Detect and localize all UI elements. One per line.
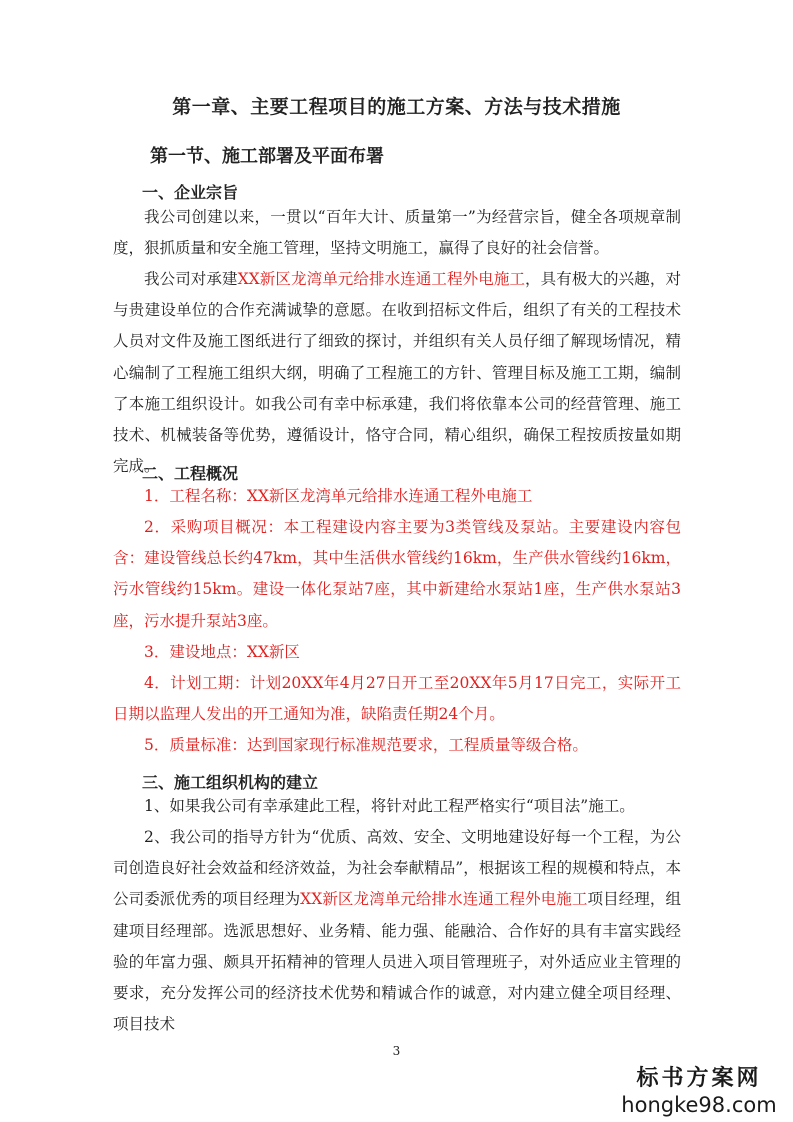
watermark-site-name: 标书方案网 (636, 1066, 762, 1091)
overview-item-quality: 5．质量标准：达到国家现行标准规范要求，工程质量等级合格。 (144, 736, 588, 754)
text-segment: 我公司对承建 (144, 270, 238, 288)
project-name-highlight: XX新区龙湾单元给排水连通工程外电施工 (300, 890, 588, 909)
text-segment: 2、我公司的指导方针为“优质、高效、安全、文明地建设好每一个工程，为公司创造良好社会效益和经济效益，为社会奉献精品”，根据该工程的规模和特点，本公司委派优秀的项目经理为 (113, 828, 681, 909)
overview-item-schedule: 4．计划工期：计划20XX年4月27日开工至20XX年5月17日完工，实际开工日期以监理人发出的开工通知为准，缺陷责任期24个月。 (113, 674, 681, 724)
heading-organization: 三、施工组织机构的建立 (142, 773, 319, 792)
text-segment: 项目经理，组建项目经理部。选派思想好、业务精、能力强、能融洽、合作好的具有丰富实践经验的年富力强、颇具开拓精神的管理人员进入项目管理班子，对外适应业主管理的要求，充分发挥公司的经济技术优势和精诚合作的诚意，对内建立健全项目经理、项目技术 (113, 890, 681, 1034)
text-segment: ，具有极大的兴趣，对与贵建设单位的合作充满诚挚的意愿。在收到招标文件后，组织了有关的工程技术人员对文件及施工图纸进行了细致的探讨，并组织有关人员仔细了解现场情况，精心编制了工程施工组织大纲，明确了工程施工的方针、管理目标及施工工期，编制了本施工组织设计。如我公司有幸中标承建，我们将依靠本公司的经营管理、施工技术、机械装备等优势，遵循设计，恪守合同，精心组织，确保工程按质按量如期完成。 (113, 270, 681, 476)
watermark-url: hongke98.com (621, 1093, 777, 1117)
section-title: 第一节、施工部署及平面布署 (150, 146, 384, 167)
heading-enterprise-tenet: 一、企业宗旨 (142, 183, 239, 202)
watermark-logo (619, 1065, 779, 1117)
paragraph-project-method: 1、如果我公司有幸承建此工程，将针对此工程严格实行“项目法”施工。 (144, 797, 635, 815)
heading-project-overview: 二、工程概况 (142, 464, 239, 483)
paragraph-commitment (113, 264, 681, 482)
overview-item-scope: 2．采购项目概况：本工程建设内容主要为3类管线及泵站。主要建设内容包含：建设管线总长约47km，其中生活供水管线约16km，生产供水管线约16km，污水管线约15km。建设一体化泵站7座，其中新建给水泵站1座，生产供水泵站3座，污水提升泵站3座。 (113, 518, 681, 630)
paragraph-guidelines (113, 822, 681, 1040)
chapter-title: 第一章、主要工程项目的施工方案、方法与技术措施 (172, 96, 621, 118)
overview-item-name: 1．工程名称：XX新区龙湾单元给排水连通工程外电施工 (144, 487, 533, 505)
overview-item-location: 3．建设地点：XX新区 (144, 643, 300, 661)
project-name-highlight: XX新区龙湾单元给排水连通工程外电施工 (237, 270, 526, 288)
page-number: 3 (392, 1044, 401, 1058)
paragraph-tenet: 我公司创建以来，一贯以“百年大计、质量第一”为经营宗旨，健全各项规章制度，狠抓质量和安全施工管理，坚持文明施工，赢得了良好的社会信誉。 (113, 208, 681, 258)
